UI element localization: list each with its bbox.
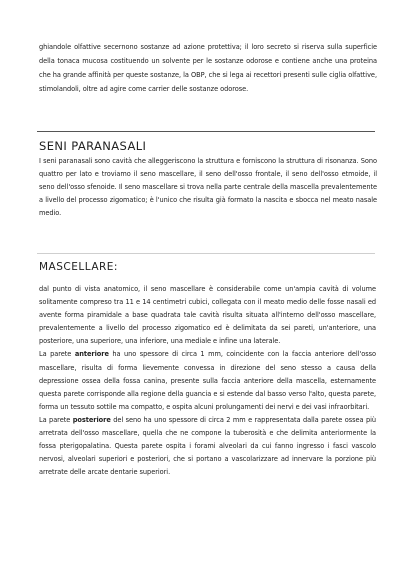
- section-divider-light: [37, 253, 375, 254]
- term-posteriore: posteriore: [72, 415, 111, 424]
- intro-paragraph: ghiandole olfattive secernono sostanze ad azione protettiva; il loro secreto si riserva sulla superficie della tonaca mucosa costituendo un solvente per le sostanze odorose e contiene anche una proteina che ha grande affinità per queste sostanze, la OBP, che si lega ai recettori presenti sulle ciglia olfattive, stimolandoli, oltre ad agire come carrier delle sostanze odorose.: [39, 43, 377, 93]
- p2-body: ha uno spessore di circa 1 mm, coincidente con la faccia anteriore dell'osso mascellare, risulta di forma lievemente convessa in direzione del seno stesso a causa della depressione ossea della fossa canina, presente sulla faccia anteriore della mascella, esternamente questa parete corrisponde alla regione della guancia e si estende dal basso verso l'alto, questa parete, forma un tessuto sottile ma compatto, e ospita alcuni prolungamenti dei nervi e dei vasi infraorbitari.: [39, 350, 376, 411]
- section-divider: [37, 131, 375, 132]
- mascellare-paragraph-2: [39, 348, 376, 413]
- heading-mascellare: MASCELLARE:: [39, 261, 118, 273]
- mascellare-section: [39, 283, 376, 479]
- term-anteriore: anteriore: [74, 350, 109, 359]
- mascellare-paragraph-1: dal punto di vista anatomico, il seno mascellare è considerabile come un'ampia cavità di volume solitamente compreso tra 11 e 14 centimetri cubici, collegata con il meato medio delle fosse nasali ed avente forma piramidale a base quadrata tale cavità risulta situata all'interno dell'osso mascellare, prevalentemente a livello del processo zigomatico ed è delimitata da sei pareti, un'anteriore, una posteriore, una superiore, una inferiore, una mediale e infine una laterale.: [39, 285, 376, 346]
- p2-prefix: La parete: [39, 350, 75, 359]
- p3-prefix: La parete: [39, 415, 73, 424]
- mascellare-paragraph-3: [39, 414, 376, 479]
- seni-paranasali-paragraph: I seni paranasali sono cavità che alleggeriscono la struttura e forniscono la struttura di risonanza. Sono quattro per lato e troviamo il seno mascellare, il seno dell'osso frontale, il seno dell'osso etmoide, il seno dell'osso sfenoide. Il seno mascellare si trova nella parte centrale della mascella prevalentemente a livello del processo zigomatico; è l'unico che risulta già formato la nascita e sbocca nel meato nasale medio.: [39, 157, 377, 217]
- heading-seni-paranasali: SENI PARANASALI: [39, 139, 147, 153]
- p3-body: del seno ha uno spessore di circa 2 mm e rappresentata dalla parete ossea più arretrata dell'osso mascellare, quella che ne compone la tuberosità e che delimita anteriormente la fossa pterigopalatina. Questa parete ospita i forami alveolari da cui fanno ingresso i fasci vascolo nervosi, alveolari superiori e posteriori, che si portano a vascolarizzare ad innervare la porzione più arretrate delle arcate dentarie superiori.: [39, 415, 376, 477]
